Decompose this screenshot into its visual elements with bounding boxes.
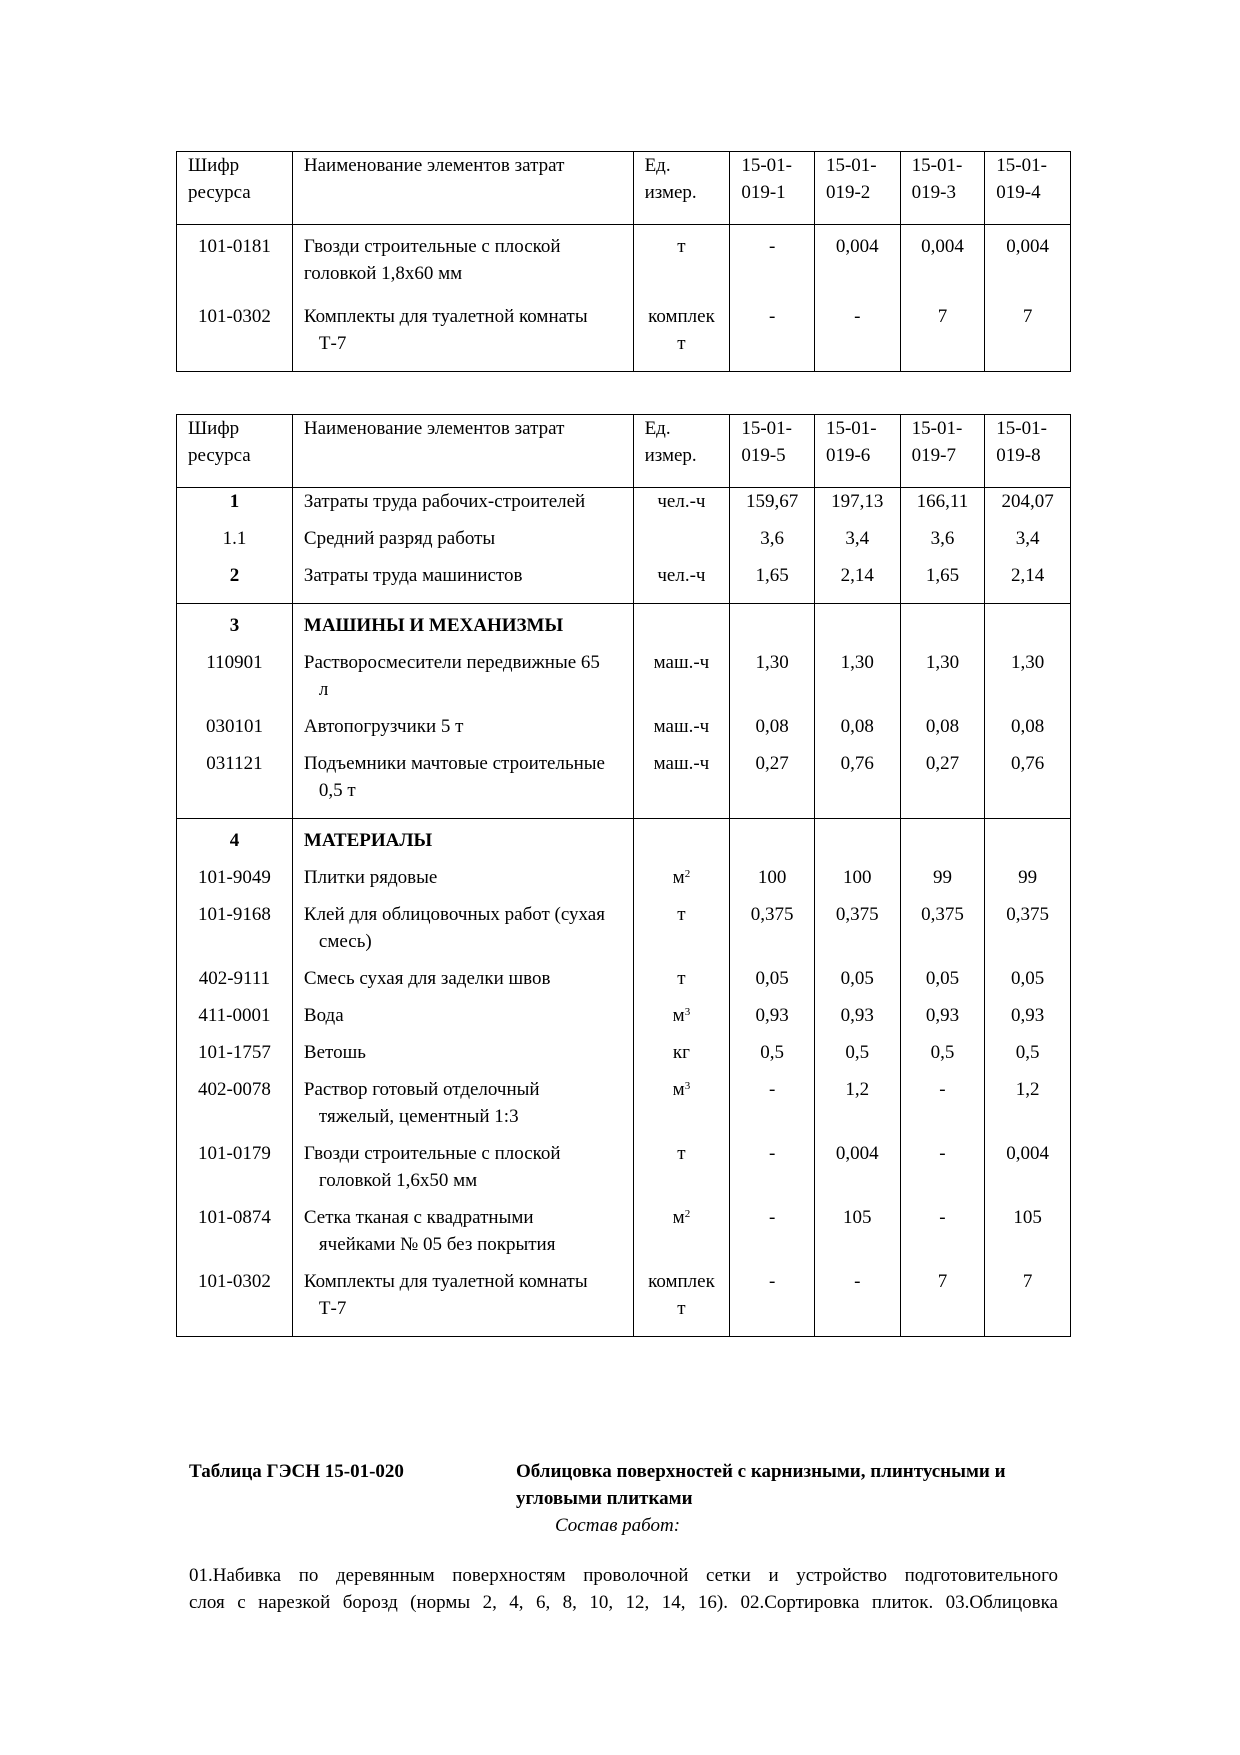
norm-value: 105 [985, 1196, 1071, 1260]
resource-name-text: Комплекты для туалетной комнаты Т-7 [303, 306, 588, 354]
table-row [177, 554, 1071, 604]
resource-unit [633, 742, 730, 819]
norm-value: 0,76 [985, 742, 1071, 819]
norm-value: - [730, 301, 815, 372]
resource-unit [633, 705, 730, 742]
norm-value: - [814, 301, 900, 372]
norm-value: 0,93 [814, 994, 900, 1031]
resource-code: 411-0001 [177, 994, 293, 1031]
resource-code: 2 [177, 554, 293, 604]
resource-name-text: Сетка тканая с квадратными ячейками № 05 без покрытия [303, 1207, 556, 1255]
header-norm: 15-01-019-5 [730, 415, 815, 488]
table-row [177, 957, 1071, 994]
unit-text: м [672, 867, 685, 888]
norm-value: 0,93 [900, 994, 985, 1031]
header-norm: 15-01-019-7 [900, 415, 985, 488]
resource-name-text: Гвозди строительные с плоской головкой 1,6х50 мм [303, 1143, 561, 1191]
resource-code: 402-0078 [177, 1068, 293, 1132]
resource-unit [633, 1132, 730, 1196]
resource-unit [633, 1196, 730, 1260]
norm-value: 0,08 [814, 705, 900, 742]
norm-value: 0,27 [730, 742, 815, 819]
table-header-row [177, 415, 1071, 488]
resource-unit [633, 994, 730, 1031]
resource-code: 1.1 [177, 517, 293, 554]
norm-value: 3,6 [730, 517, 815, 554]
table-row [177, 1260, 1071, 1337]
unit-exponent: 2 [684, 868, 691, 880]
resource-name-text: Плитки рядовые [303, 867, 438, 888]
norm-value: 197,13 [814, 488, 900, 518]
norm-value: 0,004 [900, 225, 985, 302]
header-name: Наименование элементов затрат [292, 152, 633, 225]
norm-value: - [900, 1196, 985, 1260]
work-composition-heading: Состав работ: [555, 1515, 681, 1536]
header-unit: Ед. измер. [633, 152, 730, 225]
norm-value: 0,375 [814, 893, 900, 957]
resource-name-text: МАШИНЫ И МЕХАНИЗМЫ [303, 615, 564, 636]
resource-name-text: Смесь сухая для заделки швов [303, 968, 551, 989]
resource-code: 030101 [177, 705, 293, 742]
table-row [177, 225, 1071, 302]
resource-name-text: Средний разряд работы [303, 528, 496, 549]
resource-unit [633, 819, 730, 857]
table-header-row [177, 152, 1071, 225]
resource-name [292, 604, 633, 642]
unit-text: маш.-ч [653, 652, 710, 673]
header-norm: 15-01-019-3 [900, 152, 985, 225]
header-norm: 15-01-019-2 [814, 152, 900, 225]
resource-unit [633, 641, 730, 705]
norm-value: 0,375 [985, 893, 1071, 957]
norm-value: 1,65 [730, 554, 815, 604]
header-norm: 15-01-019-8 [985, 415, 1071, 488]
norm-value [730, 604, 815, 642]
resource-unit [633, 554, 730, 604]
norm-value: 100 [814, 856, 900, 893]
norm-value: - [730, 225, 815, 302]
resource-code: 101-0181 [177, 225, 293, 302]
resource-name [292, 1068, 633, 1132]
resource-unit [633, 488, 730, 518]
norm-value: 0,004 [814, 1132, 900, 1196]
norm-value [900, 819, 985, 857]
header-unit: Ед. измер. [633, 415, 730, 488]
table-row [177, 1132, 1071, 1196]
norm-value: 0,08 [985, 705, 1071, 742]
unit-text: комплект [648, 1271, 715, 1319]
resource-name-text: Раствор готовый отделочный тяжелый, цементный 1:3 [303, 1079, 540, 1127]
resource-name [292, 1260, 633, 1337]
table-row [177, 856, 1071, 893]
norm-value: 0,93 [985, 994, 1071, 1031]
resource-unit [633, 893, 730, 957]
norm-value: 159,67 [730, 488, 815, 518]
resource-code: 101-0302 [177, 301, 293, 372]
norm-value: 204,07 [985, 488, 1071, 518]
norm-value: 0,004 [985, 225, 1071, 302]
norm-value: - [730, 1132, 815, 1196]
resource-code: 101-0179 [177, 1132, 293, 1196]
table-row [177, 994, 1071, 1031]
resource-code: 4 [177, 819, 293, 857]
norm-value: 105 [814, 1196, 900, 1260]
norm-value: 0,5 [900, 1031, 985, 1068]
resource-code: 402-9111 [177, 957, 293, 994]
resource-name [292, 488, 633, 518]
norm-value: 0,5 [985, 1031, 1071, 1068]
resource-name [292, 554, 633, 604]
resource-name [292, 1196, 633, 1260]
norm-value: 166,11 [900, 488, 985, 518]
norm-value: 1,65 [900, 554, 985, 604]
norm-value [814, 819, 900, 857]
unit-text: кг [672, 1042, 690, 1063]
norm-value: 1,30 [985, 641, 1071, 705]
table-row [177, 742, 1071, 819]
header-code: Шифр ресурса [177, 415, 293, 488]
unit-text: т [677, 904, 686, 925]
norm-value: - [900, 1132, 985, 1196]
resource-code: 031121 [177, 742, 293, 819]
paragraph-line: 01.Набивка по деревянным поверхностям проволочной сетки и устройство подготовительного [189, 1565, 1058, 1586]
norm-value: 100 [730, 856, 815, 893]
resource-name-text: Ветошь [303, 1042, 366, 1063]
unit-text: маш.-ч [653, 716, 710, 737]
resource-code: 101-9168 [177, 893, 293, 957]
norm-value: 7 [985, 301, 1071, 372]
resource-name [292, 994, 633, 1031]
table-row [177, 819, 1071, 857]
resource-unit: комплект [633, 301, 730, 372]
norm-value: 0,93 [730, 994, 815, 1031]
norm-value: 1,2 [985, 1068, 1071, 1132]
header-name: Наименование элементов затрат [292, 415, 633, 488]
norm-value: 1,30 [814, 641, 900, 705]
norm-value: 0,375 [730, 893, 815, 957]
resource-name [292, 957, 633, 994]
table-row [177, 893, 1071, 957]
norm-value: 0,5 [814, 1031, 900, 1068]
resource-code: 101-0874 [177, 1196, 293, 1260]
resource-name [292, 1031, 633, 1068]
resource-unit [633, 1068, 730, 1132]
resource-name-text: Автопогрузчики 5 т [303, 716, 464, 737]
resource-name [292, 641, 633, 705]
resource-name-text: Затраты труда рабочих-строителей [303, 491, 586, 512]
resource-unit: т [633, 225, 730, 302]
resource-code: 3 [177, 604, 293, 642]
resource-name [292, 893, 633, 957]
norm-value [814, 604, 900, 642]
paragraph-line: слоя с нарезкой борозд (нормы 2, 4, 6, 8, 10, 12, 14, 16). 02.Сортировка плиток. 03.Облицовка [189, 1592, 1058, 1613]
resource-code: 101-0302 [177, 1260, 293, 1337]
resource-unit [633, 517, 730, 554]
resource-name-text: МАТЕРИАЛЫ [303, 830, 433, 851]
unit-text: т [677, 968, 686, 989]
table-row [177, 488, 1071, 518]
norm-value: 0,05 [730, 957, 815, 994]
norm-value: - [900, 1068, 985, 1132]
resource-name [292, 856, 633, 893]
norm-value: 99 [900, 856, 985, 893]
norm-value [730, 819, 815, 857]
unit-exponent: 3 [684, 1080, 691, 1092]
norm-value: 1,30 [900, 641, 985, 705]
resource-name-text: Подъемники мачтовые строительные 0,5 т [303, 753, 605, 801]
norm-value: 3,6 [900, 517, 985, 554]
norm-value: 3,4 [814, 517, 900, 554]
resource-name-text: Растворосмесители передвижные 65 л [303, 652, 600, 700]
resource-unit [633, 1031, 730, 1068]
norm-value: 0,375 [900, 893, 985, 957]
resource-name [292, 742, 633, 819]
norm-value: 7 [900, 301, 985, 372]
table-title-caption: Облицовка поверхностей с карнизными, плинтусными и угловыми плитками [516, 1461, 1006, 1509]
table-row [177, 517, 1071, 554]
resource-name-text: Вода [303, 1005, 344, 1026]
norm-value: 0,08 [900, 705, 985, 742]
norm-value: 0,05 [985, 957, 1071, 994]
norm-value: 7 [985, 1260, 1071, 1337]
resource-name [292, 705, 633, 742]
norm-value: 1,2 [814, 1068, 900, 1132]
norm-value: 0,08 [730, 705, 815, 742]
unit-text: чел.-ч [657, 491, 706, 512]
norm-value [985, 604, 1071, 642]
unit-text: т [677, 1143, 686, 1164]
header-norm: 15-01-019-4 [985, 152, 1071, 225]
resource-name-text: Клей для облицовочных работ (сухая смесь) [303, 904, 605, 952]
table-row [177, 705, 1071, 742]
norm-value: 3,4 [985, 517, 1071, 554]
table-row [177, 641, 1071, 705]
resource-code: 101-9049 [177, 856, 293, 893]
resource-code: 1 [177, 488, 293, 518]
norm-value: 99 [985, 856, 1071, 893]
table-row [177, 301, 1071, 372]
norm-value: 7 [900, 1260, 985, 1337]
resource-unit [633, 957, 730, 994]
resource-code: 110901 [177, 641, 293, 705]
norm-value: 0,05 [900, 957, 985, 994]
resource-table-1 [176, 151, 1071, 372]
norm-value: 2,14 [985, 554, 1071, 604]
norm-value: 0,5 [730, 1031, 815, 1068]
norm-value: - [730, 1068, 815, 1132]
resource-name: Гвозди строительные с плоской головкой 1,8х60 мм [292, 225, 633, 302]
unit-text: м [672, 1005, 685, 1026]
unit-exponent: 2 [684, 1208, 691, 1220]
table-id-caption: Таблица ГЭСН 15-01-020 [189, 1461, 404, 1482]
table-body [177, 488, 1071, 1337]
norm-value: - [730, 1196, 815, 1260]
resource-name-text: Комплекты для туалетной комнаты Т-7 [303, 1271, 588, 1319]
norm-value: 0,004 [814, 225, 900, 302]
unit-text: чел.-ч [657, 565, 706, 586]
norm-value: - [730, 1260, 815, 1337]
norm-value: 0,004 [985, 1132, 1071, 1196]
resource-code: 101-1757 [177, 1031, 293, 1068]
table-row [177, 1031, 1071, 1068]
unit-exponent: 3 [684, 1006, 691, 1018]
norm-value: 2,14 [814, 554, 900, 604]
norm-value: 0,27 [900, 742, 985, 819]
resource-unit [633, 856, 730, 893]
norm-value: 0,76 [814, 742, 900, 819]
header-norm: 15-01-019-1 [730, 152, 815, 225]
table-row [177, 604, 1071, 642]
header-code: Шифр ресурса [177, 152, 293, 225]
unit-text: м [672, 1079, 685, 1100]
work-composition-paragraph [189, 1562, 1058, 1616]
norm-value: - [814, 1260, 900, 1337]
norm-value: 1,30 [730, 641, 815, 705]
resource-table-2 [176, 414, 1071, 1337]
resource-name [292, 301, 633, 372]
resource-name-text: Затраты труда машинистов [303, 565, 523, 586]
norm-value: 0,05 [814, 957, 900, 994]
resource-unit [633, 604, 730, 642]
unit-text: м [672, 1207, 685, 1228]
resource-name [292, 517, 633, 554]
table-row [177, 1068, 1071, 1132]
table-row [177, 1196, 1071, 1260]
resource-name [292, 1132, 633, 1196]
unit-text: маш.-ч [653, 753, 710, 774]
resource-unit [633, 1260, 730, 1337]
header-norm: 15-01-019-6 [814, 415, 900, 488]
norm-value [900, 604, 985, 642]
resource-name [292, 819, 633, 857]
norm-value [985, 819, 1071, 857]
